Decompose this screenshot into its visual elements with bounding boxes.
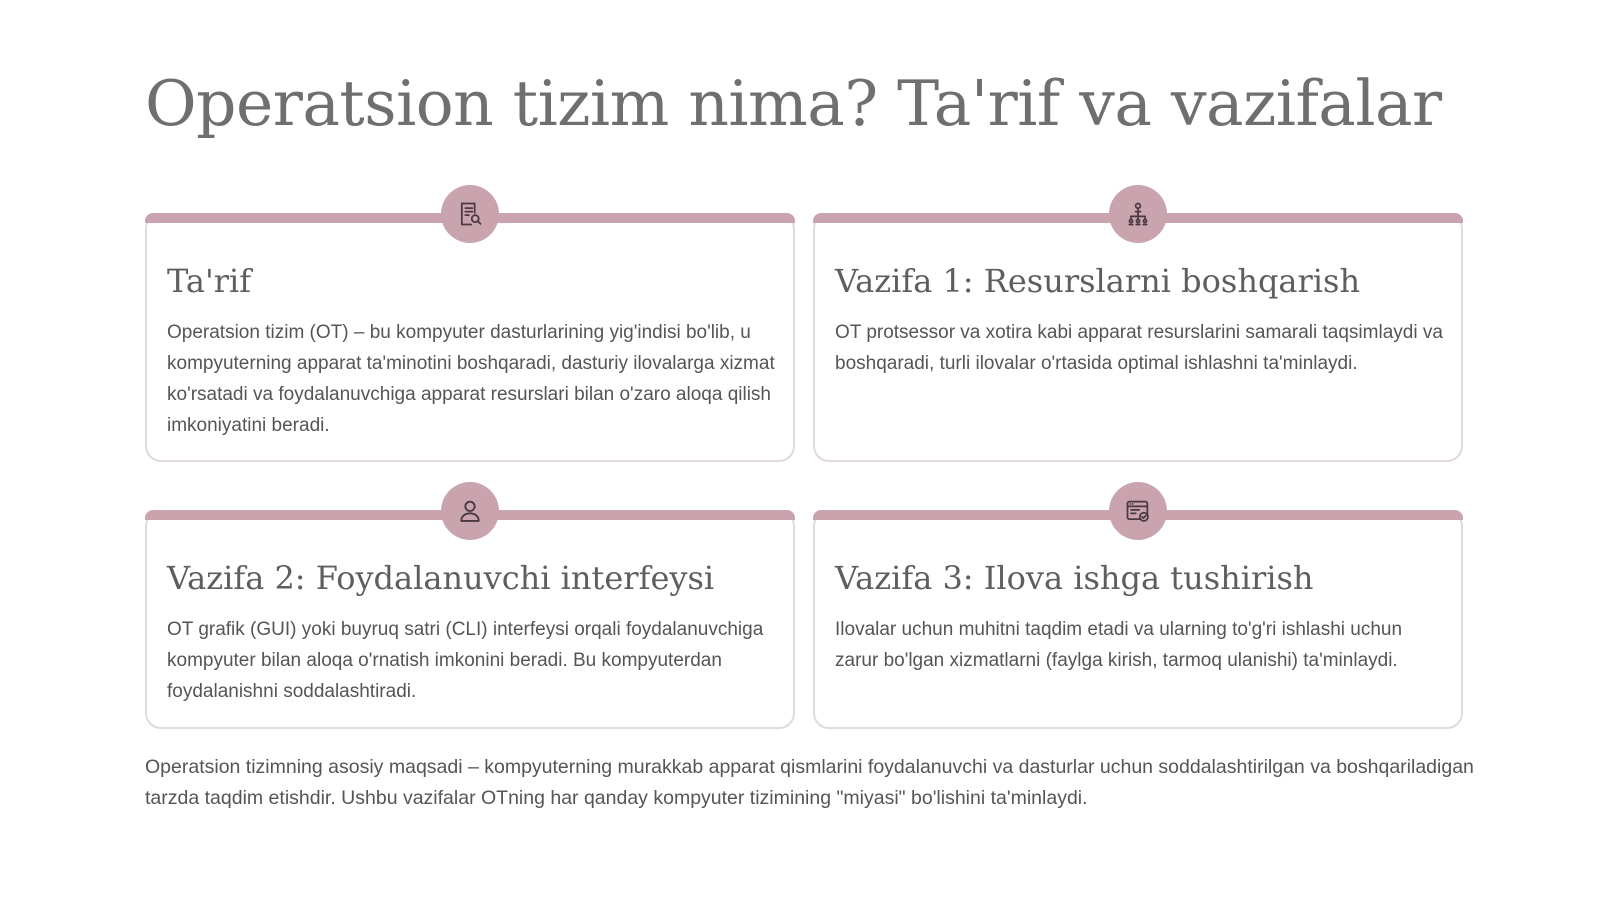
card-user-interface: [145, 510, 795, 729]
document-search-icon: [441, 185, 499, 243]
card-title: Vazifa 2: Foydalanuvchi interfeysi: [167, 559, 715, 597]
summary-text: Operatsion tizimning asosiy maqsadi – kompyuterning murakkab apparat qismlarini foydalanuvchi va dasturlar uchun soddalashtirilgan va boshqariladigan tarzda taqdim etishdir. Ushbu vazifalar OTning har qanday kompyuter tizimining "miyasi" bo'lishini ta'minlaydi.: [145, 756, 1474, 809]
user-icon: [441, 482, 499, 540]
card-title: Vazifa 3: Ilova ishga tushirish: [835, 559, 1314, 597]
card-resource-management: [813, 213, 1463, 462]
card-definition: [145, 213, 795, 462]
page-title: Operatsion tizim nima? Ta'rif va vazifalar: [145, 67, 1442, 140]
card-text: Ilovalar uchun muhitni taqdim etadi va ularning to'g'ri ishlashi uchun zarur bo'lgan xizmatlarni (faylga kirish, tarmoq ulanishi) ta'minlaydi.: [835, 619, 1403, 671]
card-application-launch: [813, 510, 1463, 729]
card-text: Operatsion tizim (OT) – bu kompyuter dasturlarining yig'indisi bo'lib, u kompyuterning apparat ta'minotini boshqaradi, dasturiy ilovalarga xizmat ko'rsatadi va foydalanuvchiga apparat resurslari bilan o'zaro aloqa qilish imkoniyatini beradi.: [167, 322, 775, 436]
card-title: Ta'rif: [167, 262, 252, 300]
org-hierarchy-icon: [1109, 185, 1167, 243]
card-title: Vazifa 1: Resurslarni boshqarish: [835, 262, 1361, 300]
app-window-check-icon: [1109, 482, 1167, 540]
card-text: OT grafik (GUI) yoki buyruq satri (CLI) interfeysi orqali foydalanuvchiga kompyuter bilan aloqa o'rnatish imkonini beradi. Bu kompyuterdan foydalanishni soddalashtiradi.: [167, 619, 764, 702]
card-text: OT protsessor va xotira kabi apparat resurslarini samarali taqsimlaydi va boshqaradi, turli ilovalar o'rtasida optimal ishlashni ta'minlaydi.: [835, 322, 1443, 374]
